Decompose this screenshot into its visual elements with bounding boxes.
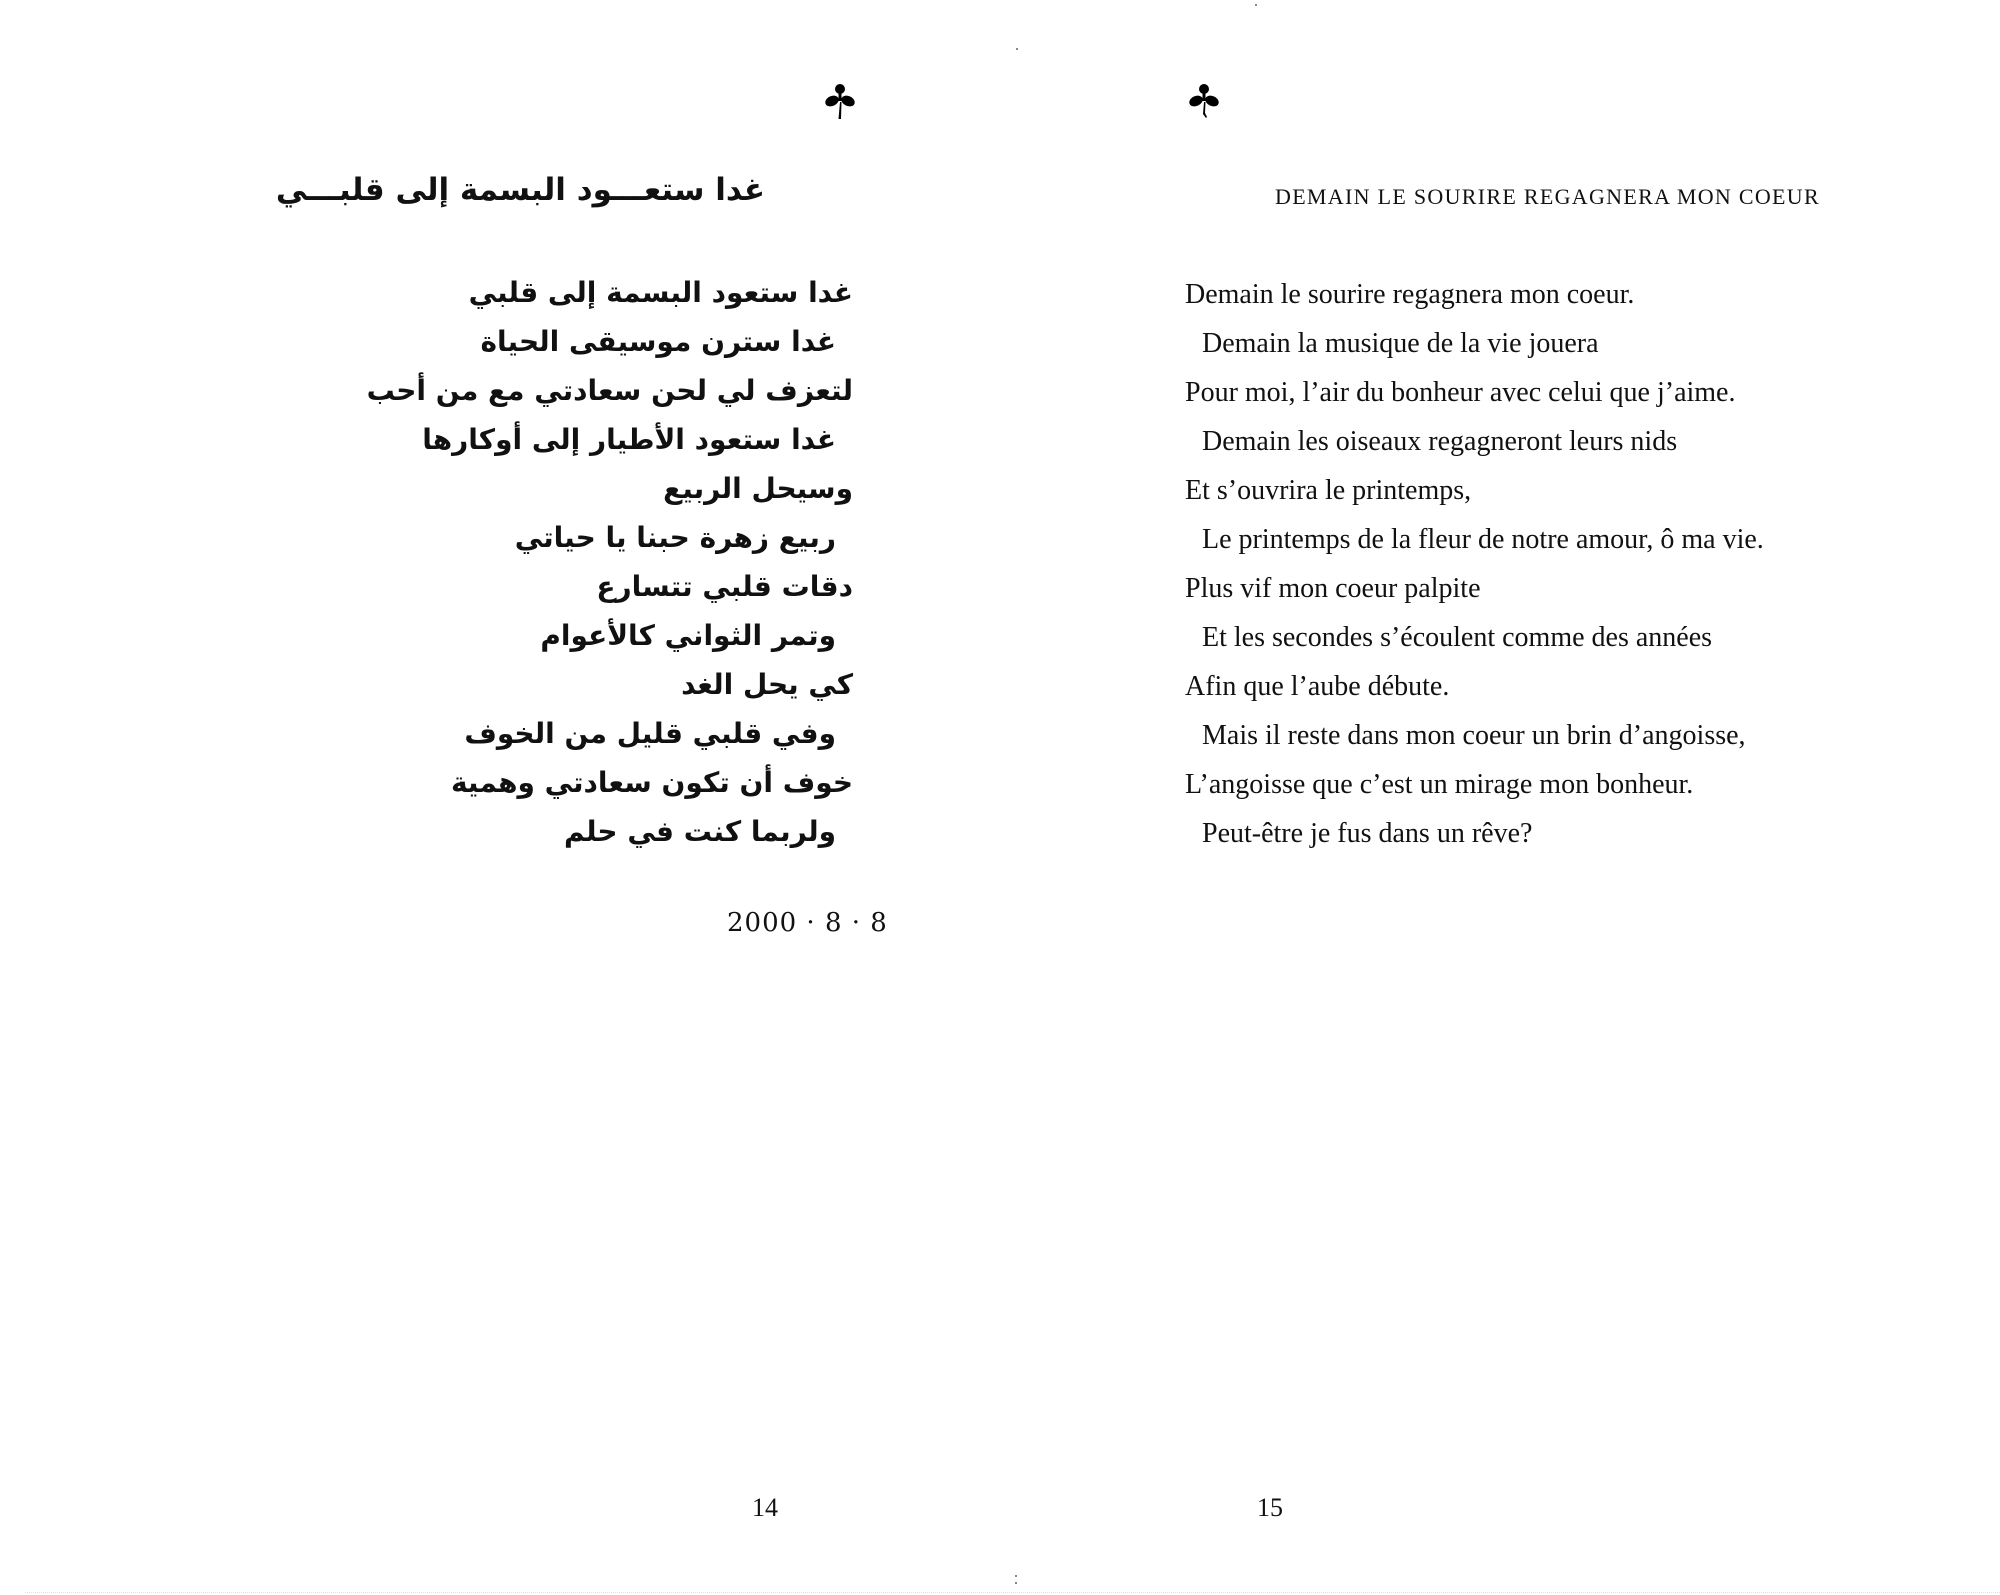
poem-line: Et s’ouvrira le printemps, [1185, 475, 1472, 506]
poem-line: كي يحل الغد [681, 668, 853, 701]
poem-line: Pour moi, l’air du bonheur avec celui que j’aime. [1185, 377, 1736, 408]
arabic-poem [367, 268, 853, 856]
page-number: 15 [1257, 1493, 1283, 1522]
poem-line: Mais il reste dans mon coeur un brin d’angoisse, [1202, 720, 1746, 751]
poem-line: Demain le sourire regagnera mon coeur. [1185, 279, 1635, 310]
poem-line: وسيحل الربيع [663, 472, 853, 505]
poem-line: ولربما كنت في حلم [564, 815, 836, 848]
poem-line: غدا ستعود البسمة إلى قلبي [468, 276, 853, 309]
poem-line: Plus vif mon coeur palpite [1185, 573, 1481, 604]
poem-line: Demain la musique de la vie jouera [1202, 328, 1599, 359]
poem-date: 2000 · 8 · 8 [727, 908, 888, 938]
poem-line: دقات قلبي تتسارع [596, 570, 853, 603]
poem-line: Le printemps de la fleur de notre amour, ô ma vie. [1202, 524, 1764, 555]
gutter-mark [1016, 48, 1018, 50]
french-poem-title: DEMAIN LE SOURIRE REGAGNERA MON COEUR [1275, 184, 1820, 209]
arabic-poem-title: غدا ستعـــود البسمة إلى قلبـــي [275, 172, 765, 208]
poem-line: Et les secondes s’écoulent comme des années [1202, 622, 1713, 653]
poem-line: Afin que l’aube débute. [1185, 671, 1450, 702]
poem-line: Demain les oiseaux regagneront leurs nids [1202, 426, 1678, 457]
poem-line: وفي قلبي قليل من الخوف [464, 717, 836, 750]
right-page [1000, 0, 2000, 1595]
poem-line: لتعزف لي لحن سعادتي مع من أحب [366, 374, 853, 407]
poem-line: L’angoisse que c’est un mirage mon bonheur. [1185, 769, 1694, 800]
poem-line: Peut-être je fus dans un rêve? [1202, 818, 1533, 849]
gutter-mark [1015, 1575, 1017, 1577]
poem-line: غدا ستعود الأطيار إلى أوكارها [422, 423, 836, 456]
poem-line: غدا سترن موسيقى الحياة [480, 325, 836, 358]
french-poem [1185, 270, 1764, 858]
floral-fleuron-icon [823, 82, 857, 122]
gutter-mark [1015, 1582, 1017, 1584]
floral-fleuron-icon [1187, 82, 1221, 122]
poem-line: خوف أن تكون سعادتي وهمية [450, 766, 853, 799]
gutter-mark [1255, 4, 1257, 6]
poem-line: وتمر الثواني كالأعوام [540, 619, 836, 652]
page-number: 14 [752, 1493, 778, 1522]
poem-line: ربيع زهرة حبنا يا حياتي [514, 521, 836, 554]
scan-bottom-border [25, 1592, 2000, 1593]
